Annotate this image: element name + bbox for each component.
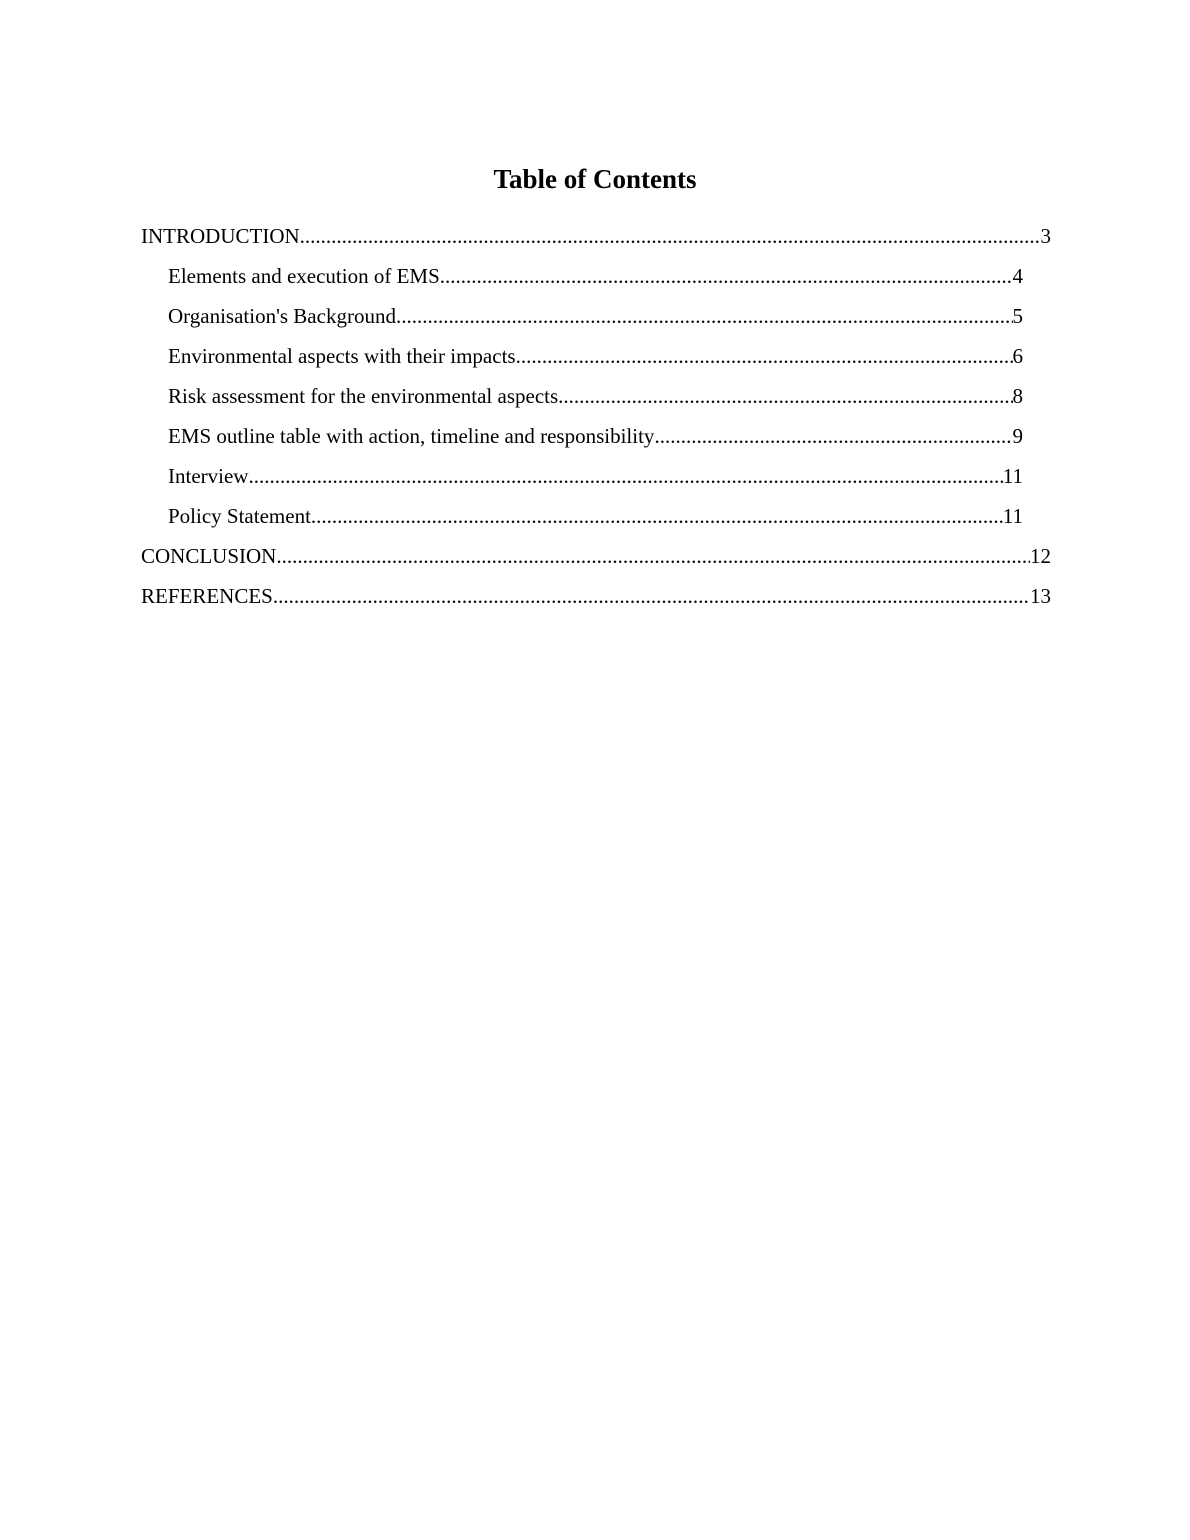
toc-dot-leader — [440, 256, 1013, 296]
toc-entry-elements-and-execution[interactable] — [168, 256, 1023, 296]
toc-page-number: 6 — [1012, 344, 1023, 368]
toc-entry-ems-outline-table[interactable] — [168, 416, 1023, 456]
toc-entry-introduction[interactable] — [141, 216, 1051, 256]
toc-entry-risk-assessment[interactable] — [168, 376, 1023, 416]
toc-page-number: 13 — [1030, 584, 1051, 608]
toc-entry-label: INTRODUCTION — [141, 224, 300, 248]
toc-entry-label: CONCLUSION — [141, 544, 277, 568]
toc-dot-leader — [276, 536, 1030, 576]
toc-dot-leader — [654, 416, 1012, 456]
toc-entry-label: Environmental aspects with their impacts — [168, 344, 516, 368]
toc-entry-policy-statement[interactable] — [168, 496, 1023, 536]
page-title: Table of Contents — [493, 164, 697, 194]
toc-entry-environmental-aspects[interactable] — [168, 336, 1023, 376]
toc-page-number: 8 — [1012, 384, 1023, 408]
toc-dot-leader — [558, 376, 1012, 416]
toc-entry-label: Elements and execution of EMS — [168, 264, 440, 288]
toc-page-number: 11 — [1002, 504, 1023, 528]
toc-entry-label: Policy Statement — [168, 504, 311, 528]
toc-page-number: 11 — [1002, 464, 1023, 488]
toc-dot-leader — [516, 336, 1013, 376]
toc-entry-label: Risk assessment for the environmental aspects — [168, 384, 559, 408]
toc-page-number: 3 — [1040, 224, 1051, 248]
toc-entry-label: EMS outline table with action, timeline and responsibility — [168, 424, 655, 448]
toc-dot-leader — [273, 576, 1030, 616]
toc-dot-leader — [396, 296, 1013, 336]
toc-entry-conclusion[interactable] — [141, 536, 1051, 576]
toc-page-number: 9 — [1012, 424, 1023, 448]
toc-entry-label: Organisation's Background — [168, 304, 396, 328]
toc-page-number: 5 — [1012, 304, 1023, 328]
toc-dot-leader — [311, 496, 1003, 536]
toc-entry-label: REFERENCES — [141, 584, 273, 608]
toc-entry-interview[interactable] — [168, 456, 1023, 496]
toc-entry-label: Interview — [168, 464, 249, 488]
toc-page-number: 12 — [1030, 544, 1051, 568]
toc-dot-leader — [300, 216, 1041, 256]
toc-dot-leader — [248, 456, 1002, 496]
toc-entry-references[interactable] — [141, 576, 1051, 616]
toc-page-number: 4 — [1012, 264, 1023, 288]
toc-entry-organisation-background[interactable] — [168, 296, 1023, 336]
